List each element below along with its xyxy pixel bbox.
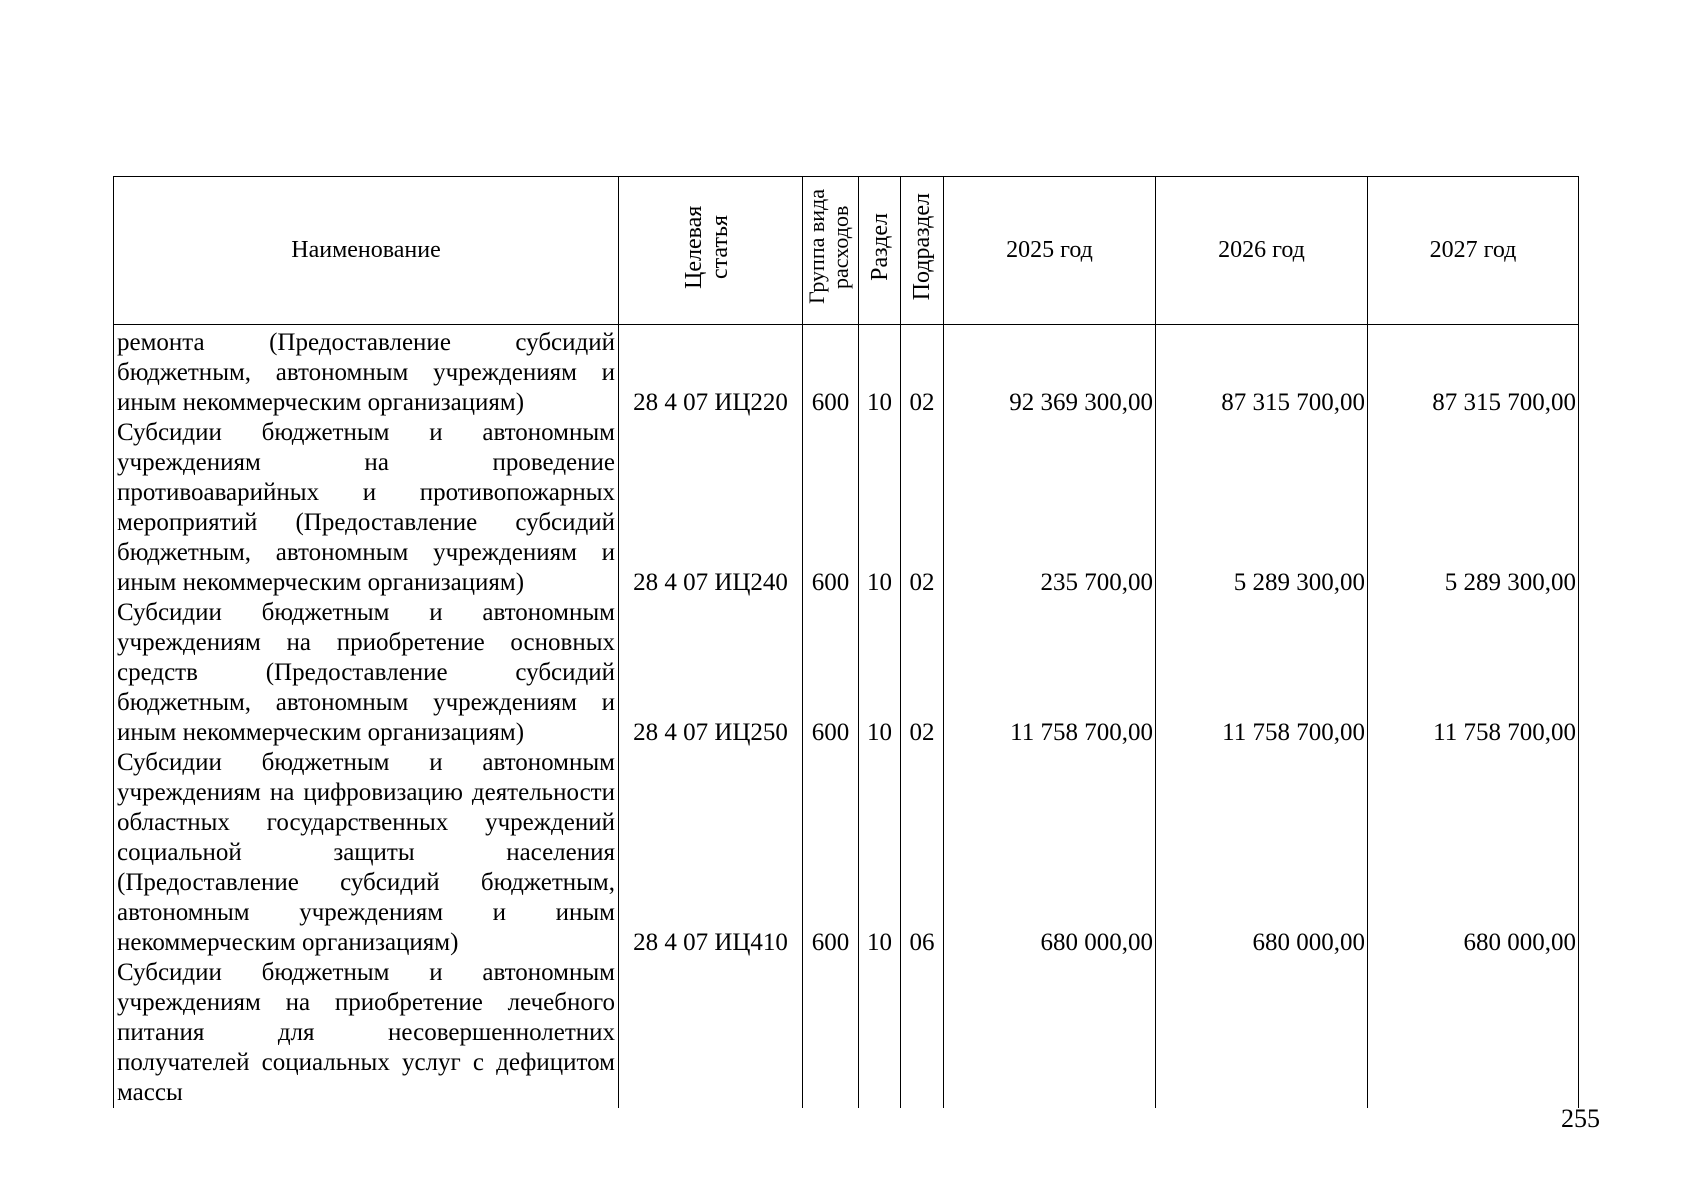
row-name: ремонта (Предоставление субсидий бюджетным, автономным учреждениям и иным некоммерческим организациям) bbox=[114, 325, 619, 419]
row-amount-2026 bbox=[1156, 958, 1368, 1108]
row-target-article: 28 4 07 ИЦ240 bbox=[619, 418, 803, 598]
row-expense-group: 600 bbox=[803, 418, 859, 598]
row-amount-2025: 680 000,00 bbox=[944, 748, 1156, 958]
header-section: Раздел bbox=[859, 177, 901, 325]
row-subsection: 02 bbox=[901, 325, 944, 419]
row-amount-2027 bbox=[1368, 958, 1579, 1108]
row-amount-2027: 87 315 700,00 bbox=[1368, 325, 1579, 419]
row-amount-2025: 92 369 300,00 bbox=[944, 325, 1156, 419]
row-subsection: 02 bbox=[901, 418, 944, 598]
row-subsection: 06 bbox=[901, 748, 944, 958]
table-row bbox=[114, 598, 1579, 748]
row-target-article: 28 4 07 ИЦ220 bbox=[619, 325, 803, 419]
row-amount-2025: 235 700,00 bbox=[944, 418, 1156, 598]
row-target-article bbox=[619, 958, 803, 1108]
row-section: 10 bbox=[859, 418, 901, 598]
budget-table bbox=[113, 176, 1579, 1108]
row-section: 10 bbox=[859, 598, 901, 748]
row-name: Субсидии бюджетным и автономным учреждениям на приобретение основных средств (Предоставление субсидий бюджетным, автономным учреждениям и иным некоммерческим организациям) bbox=[114, 598, 619, 748]
row-amount-2027: 5 289 300,00 bbox=[1368, 418, 1579, 598]
header-subsection: Подраздел bbox=[901, 177, 944, 325]
row-name: Субсидии бюджетным и автономным учреждениям на цифровизацию деятельности областных государственных учреждений социальной защиты населения (Предоставление субсидий бюджетным, автономным учреждениям и иным некоммерческим организациям) bbox=[114, 748, 619, 958]
row-expense-group: 600 bbox=[803, 598, 859, 748]
table-row bbox=[114, 325, 1579, 419]
row-subsection bbox=[901, 958, 944, 1108]
row-amount-2026: 5 289 300,00 bbox=[1156, 418, 1368, 598]
row-section: 10 bbox=[859, 748, 901, 958]
page-number: 255 bbox=[1561, 1104, 1600, 1133]
row-section: 10 bbox=[859, 325, 901, 419]
row-amount-2027: 680 000,00 bbox=[1368, 748, 1579, 958]
row-amount-2026: 87 315 700,00 bbox=[1156, 325, 1368, 419]
table-header-row bbox=[114, 177, 1579, 325]
row-name: Субсидии бюджетным и автономным учреждениям на проведение противоаварийных и противопожарных мероприятий (Предоставление субсидий бюджетным, автономным учреждениям и иным некоммерческим организациям) bbox=[114, 418, 619, 598]
header-2025: 2025 год bbox=[944, 177, 1156, 325]
header-target-article: Целевая статья bbox=[619, 177, 803, 325]
row-amount-2025: 11 758 700,00 bbox=[944, 598, 1156, 748]
row-expense-group: 600 bbox=[803, 325, 859, 419]
header-2027: 2027 год bbox=[1368, 177, 1579, 325]
header-name: Наименование bbox=[114, 177, 619, 325]
row-expense-group bbox=[803, 958, 859, 1108]
header-2026: 2026 год bbox=[1156, 177, 1368, 325]
row-subsection: 02 bbox=[901, 598, 944, 748]
row-amount-2026: 11 758 700,00 bbox=[1156, 598, 1368, 748]
row-name: Субсидии бюджетным и автономным учреждениям на приобретение лечебного питания для несовершеннолетних получателей социальных услуг с дефицитом массы bbox=[114, 958, 619, 1108]
table-row bbox=[114, 748, 1579, 958]
row-target-article: 28 4 07 ИЦ410 bbox=[619, 748, 803, 958]
row-section bbox=[859, 958, 901, 1108]
header-expense-group: Группа вида расходов bbox=[803, 177, 859, 325]
row-target-article: 28 4 07 ИЦ250 bbox=[619, 598, 803, 748]
row-amount-2027: 11 758 700,00 bbox=[1368, 598, 1579, 748]
row-amount-2025 bbox=[944, 958, 1156, 1108]
table-row bbox=[114, 958, 1579, 1108]
row-amount-2026: 680 000,00 bbox=[1156, 748, 1368, 958]
table-row bbox=[114, 418, 1579, 598]
row-expense-group: 600 bbox=[803, 748, 859, 958]
